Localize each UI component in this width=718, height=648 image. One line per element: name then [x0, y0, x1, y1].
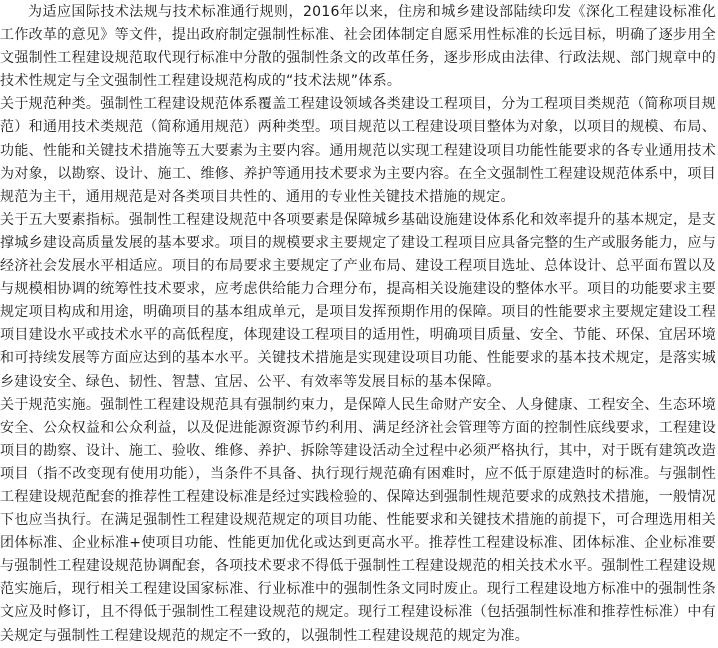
paragraph-intro: 为适应国际技术法规与技术标准通行规则，2016年以来，住房和城乡建设部陆续印发《深化工程建设标准化工作改革的意见》等文件，提出政府制定强制性标准、社会团体制定自愿采用性标准的长远目标，明确了逐步用全文强制性工程建设规范取代现行标准中分散的强制性条文的改革任务，逐步形成由法律、行政法规、部门规章中的技术性规定与全文强制性工程建设规范构成的“技术法规”体系。: [0, 4, 716, 90]
paragraph-spec-types: 关于规范种类。强制性工程建设规范体系覆盖工程建设领域各类建设工程项目，分为工程项目类规范（简称项目规范）和通用技术类规范（简称通用规范）两种类型。项目规范以工程建设项目整体为对象，以项目的规模、布局、功能、性能和关键技术措施等五大要素为主要内容。通用规范以实现工程建设项目功能性能要求的各专业通用技术为对象，以勘察、设计、施工、维修、养护等通用技术要求为主要内容。在全文强制性工程建设规范体系中，项目规范为主干，通用规范是对各类项目共性的、通用的专业性关键技术措施的规定。: [0, 96, 716, 205]
paragraph-five-elements: 关于五大要素指标。强制性工程建设规范中各项要素是保障城乡基础设施建设体系化和效率提升的基本规定，是支撑城乡建设高质量发展的基本要求。项目的规模要求主要规定了建设工程项目应具备完整的生产或服务能力，应与经济社会发展水平相适应。项目的布局要求主要规定了产业布局、建设工程项目选址、总体设计、总平面布置以及与规模相协调的统筹性技术要求，应考虑供给能力合理分布，提高相关设施建设的整体水平。项目的功能要求主要规定项目构成和用途，明确项目的基本组成单元，是项目发挥预期作用的保障。项目的性能要求主要规定建设工程项目建设水平或技术水平的高低程度，体现建设工程项目的适用性，明确项目质量、安全、节能、环保、宜居环境和可持续发展等方面应达到的基本水平。关键技术措施是实现建设项目功能、性能要求的基本技术规定，是落实城乡建设安全、绿色、韧性、智慧、宜居、公平、有效率等发展目标的基本保障。: [0, 211, 716, 390]
paragraph-implementation: 关于规范实施。强制性工程建设规范具有强制约束力，是保障人民生命财产安全、人身健康、工程安全、生态环境安全、公众权益和公众利益，以及促进能源资源节约利用、满足经济社会管理等方面的控制性底线要求，工程建设项目的勘察、设计、施工、验收、维修、养护、拆除等建设活动全过程中必须严格执行，其中，对于既有建筑改造项目（指不改变现有使用功能），当条件不具备、执行现行规范确有困难时，应不低于原建造时的标准。与强制性工程建设规范配套的推荐性工程建设标准是经过实践检验的、保障达到强制性规范要求的成熟技术措施，一般情况下也应当执行。在满足强制性工程建设规范规定的项目功能、性能要求和关键技术措施的前提下，可合理选用相关团体标准、企业标准+使项目功能、性能更加优化或达到更高水平。推荐性工程建设标准、团体标准、企业标准要与强制性工程建设规范协调配套，各项技术要求不得低于强制性工程建设规范的相关技术水平。强制性工程建设规范实施后，现行相关工程建设国家标准、行业标准中的强制性条文同时废止。现行工程建设地方标准中的强制性条文应及时修订，且不得低于强制性工程建设规范的规定。现行工程建设标准（包括强制性标准和推荐性标准）中有关规定与强制性工程建设规范的规定不一致的，以强制性工程建设规范的规定为准。: [0, 396, 716, 644]
